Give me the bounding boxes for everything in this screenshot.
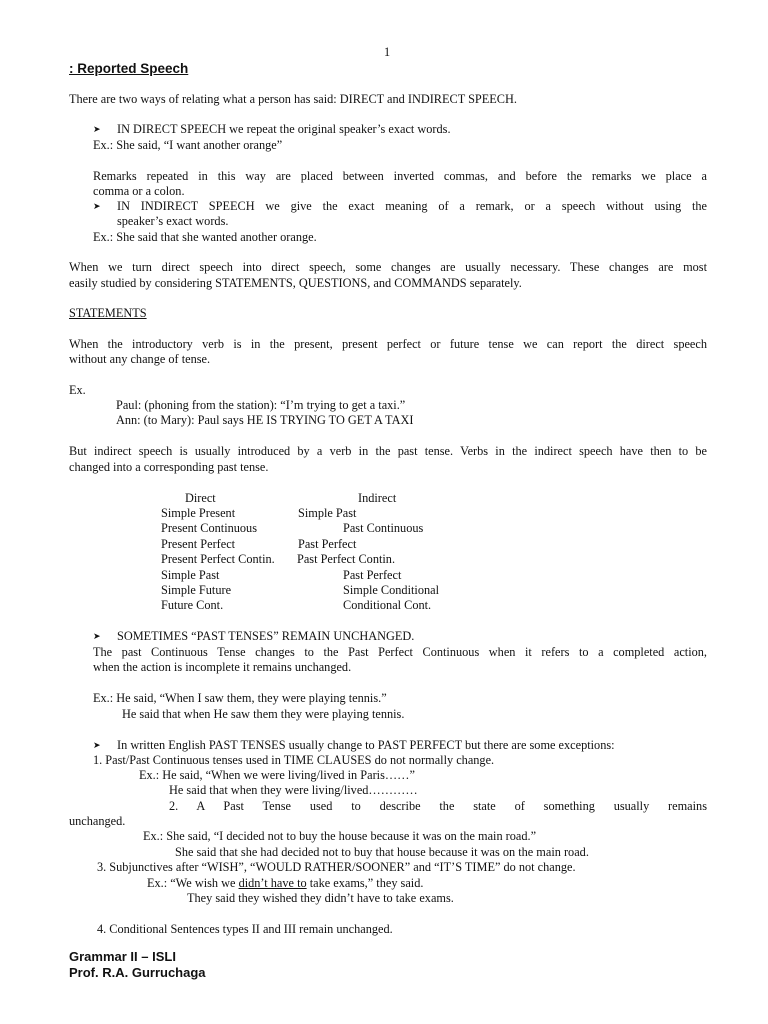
exception-item-1-example-2: He said that when they were living/lived………… [169, 783, 418, 797]
table-row-indirect: Conditional Cont. [343, 598, 432, 612]
exception-item-3-example-2: They said they wished they didn’t have to take exams. [187, 891, 454, 905]
exception-item-2-line-2: unchanged. [69, 814, 126, 828]
page-title: : Reported Speech [69, 61, 189, 76]
indirect-speech-bullet-line-1: IN INDIRECT SPEECH we give the exact meaning of a remark, or a speech without using the [117, 199, 707, 213]
page-number: 1 [384, 45, 391, 59]
table-row-indirect: Past Perfect [298, 537, 357, 551]
statements-example-line-1: Paul: (phoning from the station): “I’m trying to get a taxi.” [116, 398, 406, 412]
statements-example-line-2: Ann: (to Mary): Paul says HE IS TRYING TO GET A TAXI [116, 413, 414, 427]
bullet-arrow-icon: ➤ [93, 124, 101, 134]
exception-item-2-example-2: She said that she had decided not to buy that house because it was on the main road. [175, 845, 589, 859]
table-row-direct: Present Perfect Contin. [161, 552, 275, 566]
table-header-direct: Direct [185, 491, 216, 505]
table-row-indirect: Past Perfect Contin. [297, 552, 396, 566]
statements-example-label: Ex. [69, 383, 86, 397]
underlined-phrase: didn’t have to [238, 876, 307, 890]
changes-line-1: When we turn direct speech into direct speech, some changes are usually necessary. These changes are most [69, 260, 707, 274]
table-row-indirect: Simple Past [298, 506, 357, 520]
direct-speech-example: Ex.: She said, “I want another orange” [93, 138, 283, 152]
table-row-direct: Simple Past [161, 568, 220, 582]
exception-item-2-example-1: Ex.: She said, “I decided not to buy the house because it was on the main road.” [143, 829, 537, 843]
statements-heading: STATEMENTS [69, 306, 147, 320]
unchanged-bullet: SOMETIMES “PAST TENSES” REMAIN UNCHANGED. [117, 629, 415, 643]
exception-item-1-example-1: Ex.: He said, “When we were living/lived in Paris……” [139, 768, 415, 782]
table-row-indirect: Past Perfect [343, 568, 402, 582]
past-tense-line-1: But indirect speech is usually introduced by a verb in the past tense. Verbs in the indirect speech have then to be [69, 444, 707, 458]
written-bullet: In written English PAST TENSES usually change to PAST PERFECT but there are some exceptions: [117, 738, 615, 752]
past-tense-line-2: changed into a corresponding past tense. [69, 460, 269, 474]
table-row-direct: Future Cont. [161, 598, 224, 612]
exception-item-1: 1. Past/Past Continuous tenses used in TIME CLAUSES do not normally change. [93, 753, 495, 767]
unchanged-line-1: The past Continuous Tense changes to the Past Perfect Continuous when it refers to a completed action, [93, 645, 707, 659]
example-text: take exams,” they said. [306, 876, 424, 890]
indirect-speech-example: Ex.: She said that she wanted another orange. [93, 230, 317, 244]
intro-text: There are two ways of relating what a person has said: DIRECT and INDIRECT SPEECH. [69, 92, 517, 106]
direct-speech-bullet: IN DIRECT SPEECH we repeat the original speaker’s exact words. [117, 122, 451, 136]
bullet-arrow-icon: ➤ [93, 740, 101, 750]
exception-item-3-example-1 [147, 876, 423, 891]
table-row-indirect: Past Continuous [343, 521, 424, 535]
indirect-speech-bullet-line-2: speaker’s exact words. [117, 214, 229, 228]
exception-item-3: 3. Subjunctives after “WISH”, “WOULD RATHER/SOONER” and “IT’S TIME” do not change. [97, 860, 576, 874]
unchanged-example-line-1: Ex.: He said, “When I saw them, they were playing tennis.” [93, 691, 387, 705]
table-row-indirect: Simple Conditional [343, 583, 439, 597]
example-text: Ex.: “We wish we [147, 876, 239, 890]
table-row-direct: Present Continuous [161, 521, 257, 535]
unchanged-example-line-2: He said that when He saw them they were playing tennis. [122, 707, 405, 721]
bullet-arrow-icon: ➤ [93, 201, 101, 211]
exception-item-4: 4. Conditional Sentences types II and III remain unchanged. [97, 922, 393, 936]
footer-professor: Prof. R.A. Gurruchaga [69, 965, 206, 980]
changes-line-2: easily studied by considering STATEMENTS, QUESTIONS, and COMMANDS separately. [69, 276, 522, 290]
table-row-direct: Simple Future [161, 583, 232, 597]
footer-course: Grammar II – ISLI [69, 949, 176, 964]
table-row-direct: Simple Present [161, 506, 236, 520]
remarks-line-2: comma or a colon. [93, 184, 185, 198]
table-header-indirect: Indirect [358, 491, 397, 505]
exception-item-2-line-1: 2. A Past Tense used to describe the state of something usually remains [169, 799, 707, 813]
bullet-arrow-icon: ➤ [93, 631, 101, 641]
statements-line-2: without any change of tense. [69, 352, 211, 366]
remarks-line-1: Remarks repeated in this way are placed between inverted commas, and before the remarks we place a [93, 169, 707, 183]
table-row-direct: Present Perfect [161, 537, 236, 551]
statements-line-1: When the introductory verb is in the present, present perfect or future tense we can report the direct speech [69, 337, 707, 351]
unchanged-line-2: when the action is incomplete it remains unchanged. [93, 660, 352, 674]
